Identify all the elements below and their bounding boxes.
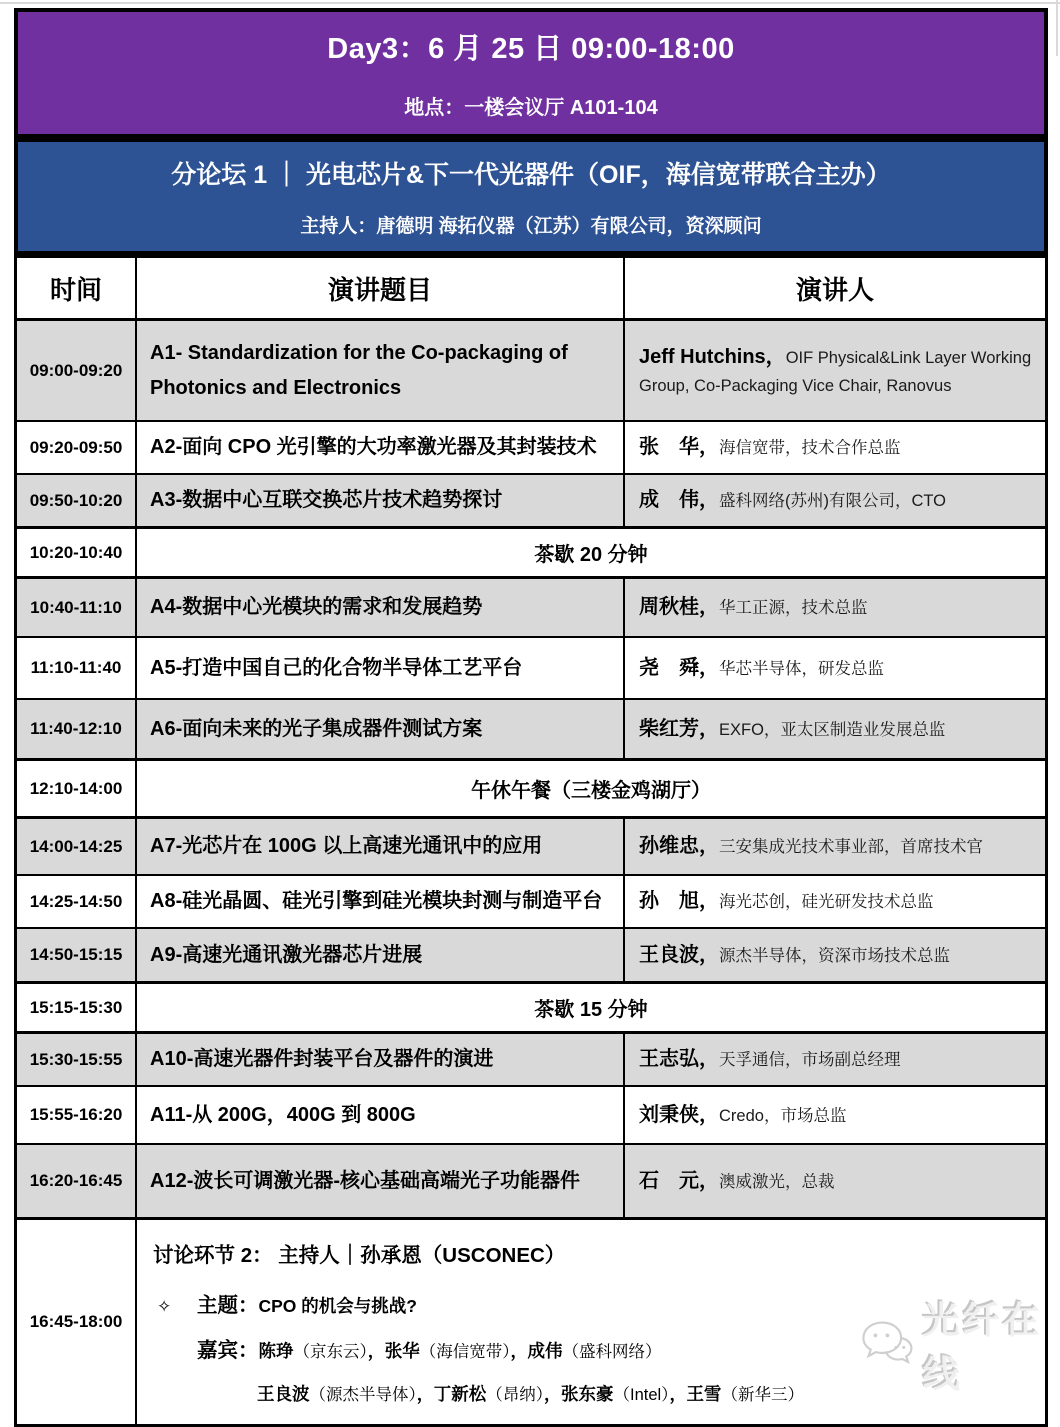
- talk-row: [17, 576, 1045, 636]
- speaker-name: 成 伟，: [639, 489, 719, 512]
- talk-title-cell: A4-数据中心光模块的需求和发展趋势: [137, 579, 625, 636]
- diamond-bullet-icon: ✧: [157, 1297, 172, 1316]
- speaker-info: 海信宽带，技术合作总监: [719, 439, 901, 458]
- guest-org: （盛科网络）: [562, 1343, 662, 1361]
- talk-row: [17, 318, 1045, 420]
- discussion-cell: [137, 1220, 1045, 1424]
- time-cell: 09:20-09:50: [17, 422, 137, 473]
- speaker-text: [639, 431, 901, 463]
- day-title: Day3：6 月 25 日 09:00-18:00: [327, 33, 735, 65]
- speaker-text: [639, 1043, 901, 1075]
- header-speaker: 演讲人: [795, 274, 874, 305]
- guest-separator: ，: [367, 1342, 385, 1361]
- speaker-cell: [625, 1145, 1045, 1217]
- talk-title-cell: A12-波长可调激光器-核心基础高端光子功能器件: [137, 1145, 625, 1217]
- talk-row: [17, 1085, 1045, 1143]
- talk-row: [17, 1143, 1045, 1217]
- talk-row: [17, 816, 1045, 874]
- speaker-info: 海光芯创，硅光研发技术总监: [719, 893, 934, 912]
- forum-host: 主持人：唐德明 海拓仪器（江苏）有限公司，资深顾问: [300, 216, 762, 237]
- speaker-text: [639, 591, 868, 623]
- time-cell: 09:00-09:20: [17, 321, 137, 420]
- speaker-name: 孙维忠，: [639, 835, 719, 858]
- talk-row: [17, 698, 1045, 758]
- speaker-name: 张 华，: [639, 436, 719, 459]
- time-cell: 15:30-15:55: [17, 1034, 137, 1085]
- speaker-cell: [625, 1034, 1045, 1085]
- speaker-name: 尧 舜，: [639, 656, 719, 679]
- talk-row: [17, 927, 1045, 981]
- forum-banner: [14, 137, 1048, 255]
- talk-row: [17, 1031, 1045, 1085]
- topic-label: 主题：: [197, 1294, 259, 1317]
- guest-org: （源杰半导体）: [309, 1385, 417, 1404]
- talk-row: [17, 636, 1045, 698]
- speaker-cell: [625, 876, 1045, 927]
- page-right-divider: [1056, 0, 1058, 56]
- break-label-cell: 午休午餐（三楼金鸡湖厅）: [471, 780, 711, 802]
- speaker-name: 孙 旭，: [639, 890, 719, 913]
- speaker-text: [639, 830, 983, 862]
- agenda-sheet: [14, 8, 1048, 1427]
- speaker-info: 三安集成光技术事业部，首席技术官: [719, 838, 983, 857]
- break-label-cell: 茶歇 20 分钟: [534, 544, 648, 566]
- speaker-info: 华芯半导体，研发总监: [719, 659, 884, 678]
- guest-name: 张华: [384, 1341, 420, 1361]
- talk-row: [17, 420, 1045, 473]
- time-cell: 14:00-14:25: [17, 819, 137, 874]
- talk-row: [17, 473, 1045, 526]
- break-row: [17, 758, 1045, 816]
- day-banner: [14, 8, 1048, 138]
- speaker-text: [639, 341, 1033, 400]
- speaker-info: 盛科网络(苏州)有限公司，CTO: [719, 492, 947, 511]
- header-title: 演讲题目: [137, 258, 625, 318]
- guest-line: [257, 1381, 1035, 1408]
- speaker-name: Jeff Hutchins，: [639, 345, 786, 368]
- speaker-text: [639, 713, 945, 745]
- speaker-cell: [625, 819, 1045, 874]
- guest-org: （海信宽带）: [419, 1343, 511, 1361]
- speaker-info: 澳威激光，总裁: [719, 1172, 835, 1191]
- table-header-row: [17, 258, 1045, 318]
- talk-row: [17, 874, 1045, 927]
- speaker-info: 天孚通信，市场副总经理: [719, 1051, 901, 1070]
- talk-title-cell: A1- Standardization for the Co-packaging of Photonics and Electronics: [137, 321, 625, 420]
- guest-name: 王良波: [257, 1383, 310, 1404]
- time-cell: 16:45-18:00: [17, 1220, 137, 1424]
- time-cell: 14:25-14:50: [17, 876, 137, 927]
- speaker-name: 王志弘，: [639, 1048, 719, 1071]
- talk-title-cell: A5-打造中国自己的化合物半导体工艺平台: [137, 638, 625, 698]
- speaker-info: EXFO，亚太区制造业发展总监: [719, 720, 946, 739]
- guest-org: （昂纳）: [486, 1385, 544, 1404]
- guest-line: [197, 1336, 1035, 1367]
- venue-location: 地点：一楼会议厅 A101-104: [404, 97, 658, 119]
- speaker-text: [639, 1099, 846, 1131]
- speaker-name: 王良波，: [639, 943, 719, 966]
- speaker-text: [639, 939, 950, 971]
- talk-title-cell: A8-硅光晶圆、硅光引擎到硅光模块封测与制造平台: [137, 876, 625, 927]
- watermark-text: 光纤在线: [922, 1300, 1043, 1395]
- talk-title-cell: A10-高速光器件封装平台及器件的演进: [137, 1034, 625, 1085]
- speaker-text: [639, 484, 946, 516]
- time-cell: 10:20-10:40: [17, 529, 137, 576]
- talk-title-cell: A6-面向未来的光子集成器件测试方案: [137, 700, 625, 758]
- speaker-cell: [625, 638, 1045, 698]
- guest-org: （Intel）: [613, 1385, 670, 1404]
- break-row: [17, 526, 1045, 576]
- guest-name: 王雪: [686, 1383, 722, 1404]
- guest-org: （京东云）: [293, 1343, 368, 1361]
- speaker-name: 石 元，: [639, 1169, 719, 1192]
- guest-separator: ，: [669, 1384, 687, 1404]
- time-cell: 09:50-10:20: [17, 475, 137, 526]
- talk-title-cell: A11-从 200G，400G 到 800G: [137, 1087, 625, 1143]
- talk-title-cell: A9-高速光通讯激光器芯片进展: [137, 929, 625, 981]
- speaker-name: 柴红芳，: [639, 717, 719, 740]
- speaker-text: [639, 1165, 835, 1197]
- break-label-cell: 茶歇 15 分钟: [534, 999, 648, 1021]
- time-cell: 11:10-11:40: [17, 638, 137, 698]
- speaker-cell: [625, 475, 1045, 526]
- discussion-header: 讨论环节 2： 主持人｜孙承恩（USCONEC）: [153, 1244, 566, 1267]
- talk-title-cell: A2-面向 CPO 光引擎的大功率激光器及其封装技术: [137, 422, 625, 473]
- talk-title-cell: A3-数据中心互联交换芯片技术趋势探讨: [137, 475, 625, 526]
- speaker-info: 源杰半导体，资深市场技术总监: [719, 946, 950, 965]
- time-cell: 15:15-15:30: [17, 984, 137, 1031]
- speaker-cell: [625, 1087, 1045, 1143]
- break-row: [17, 981, 1045, 1031]
- discussion-topic-line: [153, 1288, 1035, 1318]
- speaker-info: Credo，市场总监: [719, 1106, 847, 1125]
- speaker-cell: [625, 700, 1045, 758]
- guests-label: 嘉宾：: [197, 1339, 259, 1362]
- speaker-cell: [625, 579, 1045, 636]
- topic-text: CPO 的机会与挑战?: [258, 1296, 417, 1316]
- time-cell: 14:50-15:15: [17, 929, 137, 981]
- schedule-table: [14, 255, 1048, 1427]
- guest-name: 陈琤: [258, 1341, 294, 1361]
- guest-name: 张东豪: [561, 1383, 614, 1404]
- speaker-text: [639, 885, 934, 917]
- time-cell: 11:40-12:10: [17, 700, 137, 758]
- speaker-cell: [625, 321, 1045, 420]
- speaker-name: 刘秉侠，: [639, 1103, 719, 1126]
- guest-separator: ，: [416, 1384, 434, 1404]
- time-cell: 16:20-16:45: [17, 1145, 137, 1217]
- time-cell: 15:55-16:20: [17, 1087, 137, 1143]
- speaker-info: 华工正源，技术总监: [719, 599, 868, 618]
- talk-title-cell: A7-光芯片在 100G 以上高速光通讯中的应用: [137, 819, 625, 874]
- speaker-cell: [625, 422, 1045, 473]
- speaker-cell: [625, 929, 1045, 981]
- forum-title: 分论坛 1 ｜ 光电芯片&下一代光器件（OIF，海信宽带联合主办）: [171, 161, 891, 189]
- guest-name: 成伟: [527, 1341, 563, 1361]
- speaker-name: 周秋桂，: [639, 596, 719, 619]
- guest-org: （新华三）: [721, 1385, 804, 1404]
- schedule-rows: [17, 318, 1045, 1424]
- header-time: 时间: [17, 258, 137, 318]
- time-cell: 10:40-11:10: [17, 579, 137, 636]
- page-top-divider: [0, 2, 1060, 4]
- speaker-text: [639, 652, 884, 684]
- speaker-info: OIF Physical&Link Layer Working Group, Co-Packaging Vice Chair, Ranovus: [639, 348, 1032, 396]
- time-cell: 12:10-14:00: [17, 761, 137, 816]
- guest-name: 丁新松: [433, 1383, 487, 1404]
- guest-separator: ，: [510, 1342, 528, 1361]
- guest-separator: ，: [544, 1384, 561, 1404]
- discussion-row: [17, 1217, 1045, 1424]
